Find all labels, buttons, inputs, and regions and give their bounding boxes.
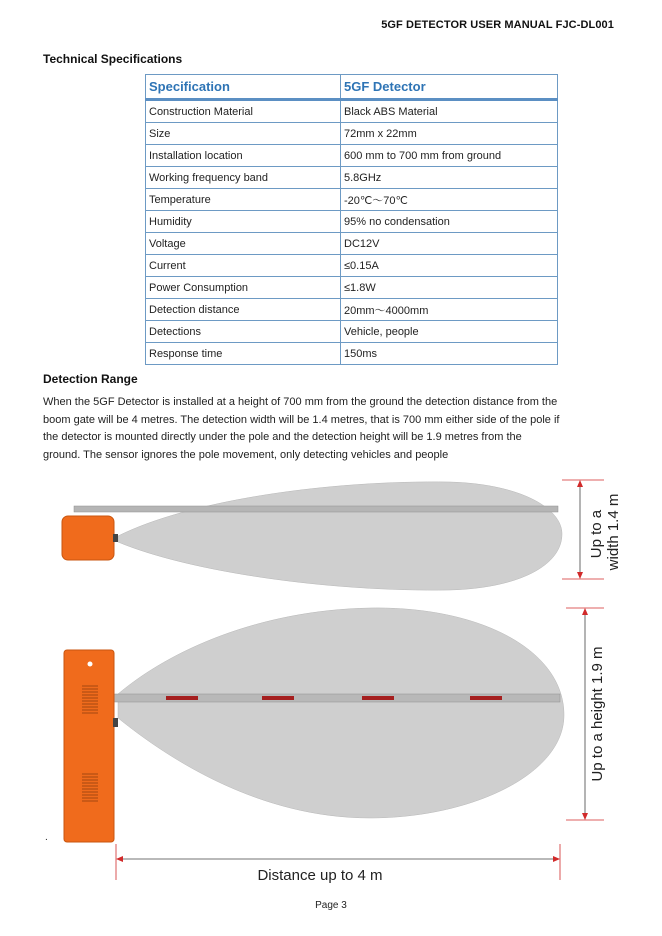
header-cell: 5GF Detector	[341, 75, 558, 100]
spec-value-cell: 600 mm to 700 mm from ground	[341, 145, 558, 167]
header-cell: Specification	[146, 75, 341, 100]
spec-value-cell: Vehicle, people	[341, 321, 558, 343]
spec-name-cell: Voltage	[146, 233, 341, 255]
distance-label: Distance up to 4 m	[257, 867, 383, 884]
pole-stripe	[262, 696, 294, 700]
spec-value-cell: 150ms	[341, 343, 558, 365]
spec-value-cell: ≤1.8W	[341, 277, 558, 299]
spec-name-cell: Working frequency band	[146, 167, 341, 189]
side-view-detector	[113, 718, 118, 727]
document-header: 5GF DETECTOR USER MANUAL FJC-DL001	[381, 19, 614, 31]
table-row	[146, 343, 558, 365]
detection-range-paragraph	[43, 394, 620, 464]
spec-value-cell: 72mm x 22mm	[341, 123, 558, 145]
spec-name-cell: Temperature	[146, 189, 341, 211]
spec-name-cell: Humidity	[146, 211, 341, 233]
spec-name-cell: Detection distance	[146, 299, 341, 321]
spec-value-cell: 5.8GHz	[341, 167, 558, 189]
pole-stripe	[166, 696, 198, 700]
table-row	[146, 189, 558, 211]
table-row	[146, 233, 558, 255]
paragraph-line: the detector is mounted directly under the pole and the detection height will be 1.9 metres from the	[43, 431, 522, 444]
spec-name-cell: Construction Material	[146, 100, 341, 123]
table-row	[146, 277, 558, 299]
spec-name-cell: Detections	[146, 321, 341, 343]
pole-stripe	[470, 696, 502, 700]
paragraph-line: ground. The sensor ignores the pole movement, only detecting vehicles and people	[43, 448, 449, 461]
spec-name-cell: Installation location	[146, 145, 341, 167]
top-view-detector-housing	[62, 516, 114, 560]
table-row	[146, 145, 558, 167]
section-heading-specifications: Technical Specifications	[43, 52, 183, 66]
table-row	[146, 321, 558, 343]
height-label: Up to a height 1.9 m	[589, 646, 606, 782]
paragraph-line: When the 5GF Detector is installed at a height of 700 mm from the ground the detection distance from the	[43, 396, 558, 408]
spec-name-cell: Size	[146, 123, 341, 145]
spec-name-cell: Response time	[146, 343, 341, 365]
table-row	[146, 211, 558, 233]
detection-range-diagram	[0, 470, 662, 890]
spec-value-cell: -20℃～70℃	[341, 189, 558, 211]
page-number: Page 3	[315, 900, 347, 911]
section-heading-detection-range: Detection Range	[43, 372, 138, 386]
spec-value-cell: 20mm～4000mm	[341, 299, 558, 321]
barrier-cabinet	[64, 650, 114, 842]
cabinet-indicator-light	[88, 662, 93, 667]
top-view-boom-pole	[74, 506, 558, 512]
table-header-row	[146, 75, 558, 100]
paragraph-line: boom gate will be 4 metres. The detection width will be 1.4 metres, that is 700 mm either side of the pole if	[43, 413, 560, 426]
top-view-detector-lens	[113, 534, 118, 542]
spec-value-cell: DC12V	[341, 233, 558, 255]
table-row	[146, 299, 558, 321]
table-row	[146, 167, 558, 189]
spec-name-cell: Current	[146, 255, 341, 277]
spec-value-cell: ≤0.15A	[341, 255, 558, 277]
table-row	[146, 123, 558, 145]
spec-value-cell: Black ABS Material	[341, 100, 558, 123]
pole-stripe	[362, 696, 394, 700]
stray-mark: .	[45, 832, 48, 843]
table-row	[146, 255, 558, 277]
spec-table	[145, 74, 558, 365]
top-view-detection-beam	[118, 482, 562, 590]
side-view-detection-beam	[118, 608, 564, 818]
width-label: Up to a width 1.4 m	[588, 493, 622, 571]
spec-name-cell: Power Consumption	[146, 277, 341, 299]
table-row	[146, 100, 558, 123]
spec-value-cell: 95% no condensation	[341, 211, 558, 233]
